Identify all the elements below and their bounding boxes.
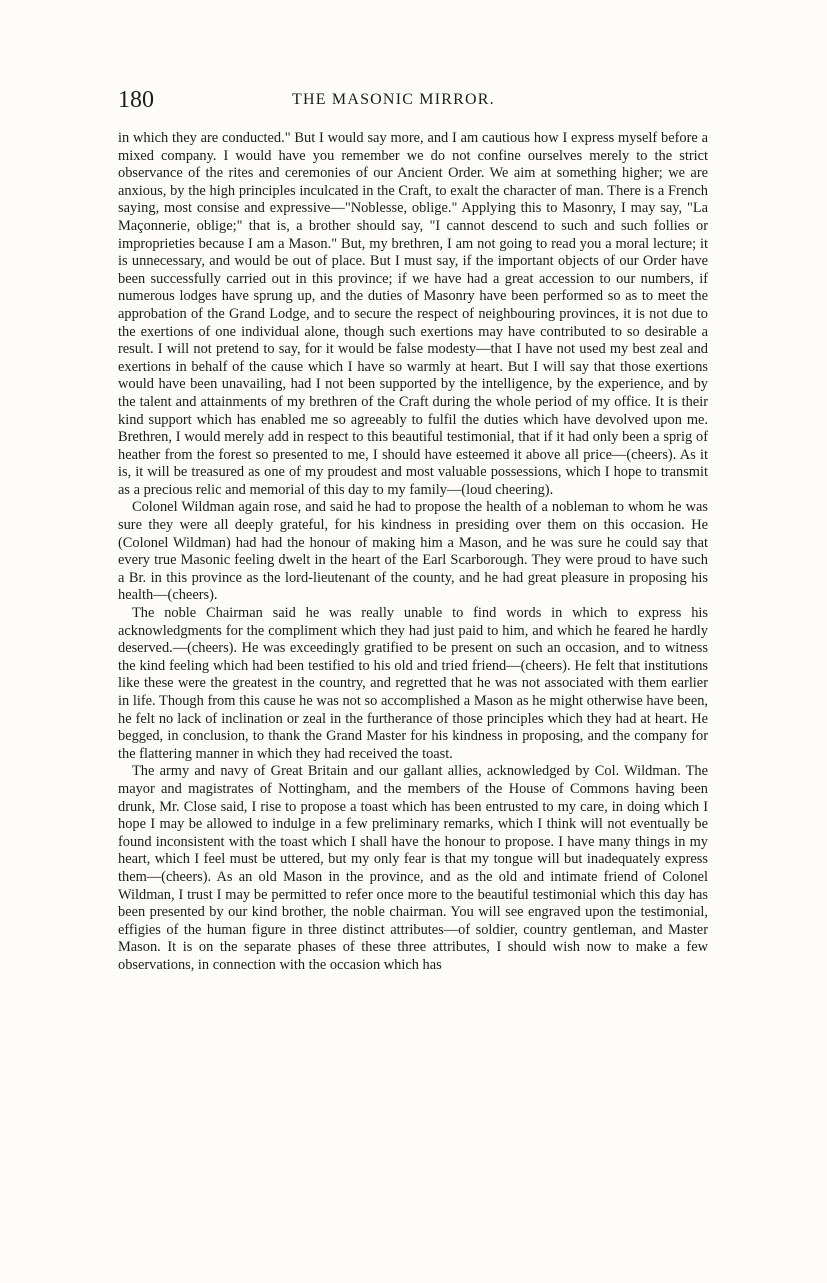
paragraph-noble-chairman: The noble Chairman said he was really unable to find words in which to express his acknowledgments for the compliment which they had just paid to him, and which he feared he hardly deserved.—(cheers). He was exceedingly gratified to be present on such an occasion, and to witness the kind feeling which had been testified to his old and tried friend—(cheers). He felt that institutions like these were the greatest in the country, and regretted that he was not associated with them earlier in life. Though from this cause he was not so accomplished a Mason as he might otherwise have been, he felt no lack of inclination or zeal in the furtherance of those principles which they had at heart. He begged, in conclusion, to thank the Grand Master for his kindness in proposing, and the company for the flattering manner in which they had received the toast. <box>118 605 708 762</box>
page-header <box>118 86 718 116</box>
paragraph-colonel-wildman: Colonel Wildman again rose, and said he had to propose the health of a nobleman to whom he was sure they were all deeply grateful, for his kindness in presiding over them on this occasion. He (Colonel Wildman) had had the honour of making him a Mason, and he was sure he could say that every true Masonic feeling dwelt in the heart of the Earl Scarborough. They were proud to have such a Br. in this province as the lord-lieutenant of the county, and he had great pleasure in proposing his health—(cheers). <box>118 499 708 604</box>
running-title: THE MASONIC MIRROR. <box>292 91 495 108</box>
paragraph-continued-speech: in which they are conducted." But I would say more, and I am cautious how I express myself before a mixed company. I would have you remember we do not confine ourselves merely to the strict observance of the rites and ceremonies of our Ancient Order. We aim at something higher; we are anxious, by the high principles inculcated in the Craft, to exalt the character of man. There is a French saying, most consise and expressive—"Noblesse, oblige." Applying this to Masonry, I may say, "La Maçonnerie, oblige;" that is, a brother should say, "I cannot descend to such and such follies or improprieties because I am a Mason." But, my brethren, I am not going to read you a moral lecture; it is unnecessary, and would be out of place. But I must say, if the important objects of our Order have been successfully carried out in this province; if we have had a great accession to our numbers, if numerous lodges have sprung up, and the duties of Masonry have been performed so as to meet the approbation of the Grand Lodge, and to secure the respect of neighbouring provinces, it is not due to the exertions of one individual alone, though such exertions may have contributed to so desirable a result. I will not pretend to say, for it would be false modesty—that I have not used my best zeal and exertions in behalf of the cause which I have so warmly at heart. But I will say that those exertions would have been unavailing, had I not been supported by the intelligence, by the experience, and by the talent and attainments of my brethren of the Craft during the whole period of my office. It is their kind support which has enabled me so agreeably to fulfil the duties which have devolved upon me. Brethren, I would merely add in respect to this beautiful testimonial, that if it had only been a sprig of heather from the forest so presented to me, I should have esteemed it above all price—(cheers). As it is, it will be treasured as one of my proudest and most valuable possessions, which I hope to transmit as a precious relic and memorial of this day to my family—(loud cheering). <box>118 130 708 498</box>
article-body <box>118 130 708 975</box>
paragraph-mr-close: The army and navy of Great Britain and our gallant allies, acknowledged by Col. Wildman. The mayor and magistrates of Nottingham, and the members of the House of Commons having been drunk, Mr. Close said, I rise to propose a toast which has been entrusted to my care, in doing which I hope I may be allowed to indulge in a few preliminary remarks, which I think will not eventually be found inconsistent with the toast which I shall have the honour to propose. I have many things in my heart, which I feel must be uttered, but my only fear is that my tongue will but inadequately express them—(cheers). As an old Mason in the province, and as the old and intimate friend of Colonel Wildman, I trust I may be permitted to refer once more to the beautiful testimonial which this day has been presented by our kind brother, the noble chairman. You will see engraved upon the testimonial, effigies of the human figure in three distinct attributes—of soldier, country gentleman, and Master Mason. It is on the separate phases of these three attributes, I should wish now to make a few observations, in connection with the occasion which has <box>118 763 708 973</box>
page-number: 180 <box>118 87 154 113</box>
